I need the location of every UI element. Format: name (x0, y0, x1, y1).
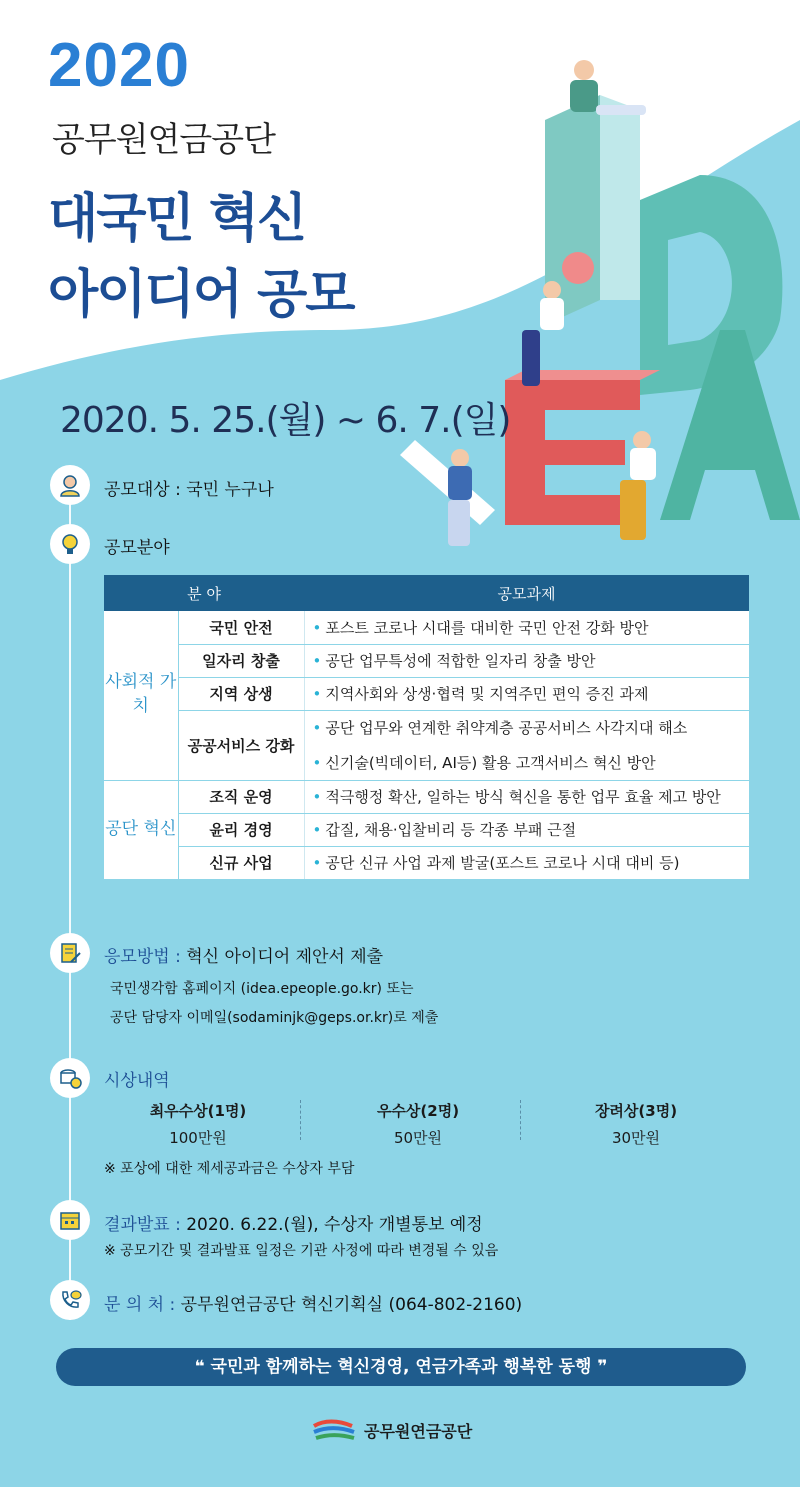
task-cell: • 공단 업무와 연계한 취약계층 공공서비스 사각지대 해소 (304, 710, 749, 745)
prizes-note: ※ 포상에 대한 제세공과금은 수상자 부담 (104, 1161, 355, 1177)
contest-period: 2020. 5. 25.(월) ~ 6. 7.(일) (60, 400, 511, 441)
logo-mark-icon (312, 1418, 356, 1442)
category-social-value: 사회적 가치 (104, 611, 178, 780)
sub-field: 국민 안전 (178, 611, 304, 644)
task-cell: • 포스트 코로나 시대를 대비한 국민 안전 강화 방안 (304, 611, 749, 644)
sub-field: 공공서비스 강화 (178, 710, 304, 780)
organization-name: 공무원연금공단 (52, 120, 275, 160)
person-icon (50, 465, 90, 505)
category-agency-innovation: 공단 혁신 (104, 780, 178, 879)
task-cell: • 공단 신규 사업 과제 발굴(포스트 코로나 시대 대비 등) (304, 846, 749, 879)
prize-excellence (318, 1100, 518, 1148)
target-label: 공모대상 : (104, 480, 181, 500)
table-row (104, 611, 749, 644)
apply-row (104, 942, 383, 967)
main-title-line1: 대국민 혁신 (48, 189, 306, 249)
task-cell: • 지역사회와 상생·협력 및 지역주민 편익 증진 과제 (304, 677, 749, 710)
contact-value: 공무원연금공단 혁신기획실 (064-802-2160) (180, 1295, 523, 1315)
sub-field: 조직 운영 (178, 780, 304, 813)
prize-title: 장려상(3명) (594, 1102, 678, 1120)
task-cell: • 신기술(빅데이터, AI등) 활용 고객서비스 혁신 방안 (304, 745, 749, 780)
task-cell: • 적극행정 확산, 일하는 방식 혁신을 통한 업무 효율 제고 방안 (304, 780, 749, 813)
lightbulb-icon (50, 524, 90, 564)
result-note: ※ 공모기간 및 결과발표 일정은 기관 사정에 따라 변경될 수 있음 (104, 1243, 499, 1259)
prize-divider (300, 1100, 301, 1140)
logo-text: 공무원연금공단 (364, 1421, 473, 1441)
sub-field: 윤리 경영 (178, 813, 304, 846)
table-row (104, 677, 749, 710)
table-row (104, 846, 749, 879)
prize-title: 최우수상(1명) (149, 1102, 247, 1120)
calendar-icon (50, 1200, 90, 1240)
contact-row (104, 1290, 522, 1315)
prize-grand (98, 1100, 298, 1148)
prize-amount: 30만원 (611, 1129, 661, 1147)
pencil-note-icon (50, 933, 90, 973)
phone-icon (50, 1280, 90, 1320)
main-title-line2: 아이디어 공모 (48, 265, 354, 325)
apply-value: 혁신 아이디어 제안서 제출 (186, 947, 384, 967)
apply-line1: 국민생각함 홈페이지 (idea.epeople.go.kr) 또는 (110, 981, 414, 997)
hero-section (0, 0, 800, 400)
field-label: 공모분야 (104, 538, 170, 558)
result-row (104, 1210, 483, 1235)
slogan-banner: ❝ 국민과 함께하는 혁신경영, 연금가족과 행복한 동행 ❞ (56, 1348, 746, 1386)
task-cell: • 갑질, 채용·입찰비리 등 각종 부패 근절 (304, 813, 749, 846)
coins-icon (50, 1058, 90, 1098)
target-value: 국민 누구나 (186, 480, 274, 500)
table-row (104, 780, 749, 813)
prize-encouragement (536, 1100, 736, 1148)
prize-amount: 50만원 (393, 1129, 443, 1147)
sub-field: 지역 상생 (178, 677, 304, 710)
prize-title: 우수상(2명) (376, 1102, 460, 1120)
table-header-task: 공모과제 (304, 575, 749, 611)
year-title: 2020 (48, 31, 190, 100)
table-row (104, 813, 749, 846)
table-row (104, 644, 749, 677)
sub-field: 신규 사업 (178, 846, 304, 879)
table-header-field: 분 야 (104, 575, 304, 611)
apply-line2: 공단 담당자 이메일(sodaminjk@geps.or.kr)로 제출 (110, 1010, 439, 1026)
contest-field-table (104, 575, 749, 880)
prize-divider (520, 1100, 521, 1140)
apply-label: 응모방법 : (104, 947, 181, 967)
table-row (104, 710, 749, 745)
target-row (104, 475, 274, 500)
timeline-line (69, 500, 71, 1320)
sub-field: 일자리 창출 (178, 644, 304, 677)
agency-logo (312, 1418, 472, 1442)
result-value: 2020. 6.22.(월), 수상자 개별통보 예정 (186, 1215, 483, 1235)
prizes-label: 시상내역 (104, 1071, 170, 1091)
contact-label: 문 의 처 : (104, 1295, 176, 1315)
prize-amount: 100만원 (169, 1129, 227, 1147)
task-cell: • 공단 업무특성에 적합한 일자리 창출 방안 (304, 644, 749, 677)
result-label: 결과발표 : (104, 1215, 181, 1235)
